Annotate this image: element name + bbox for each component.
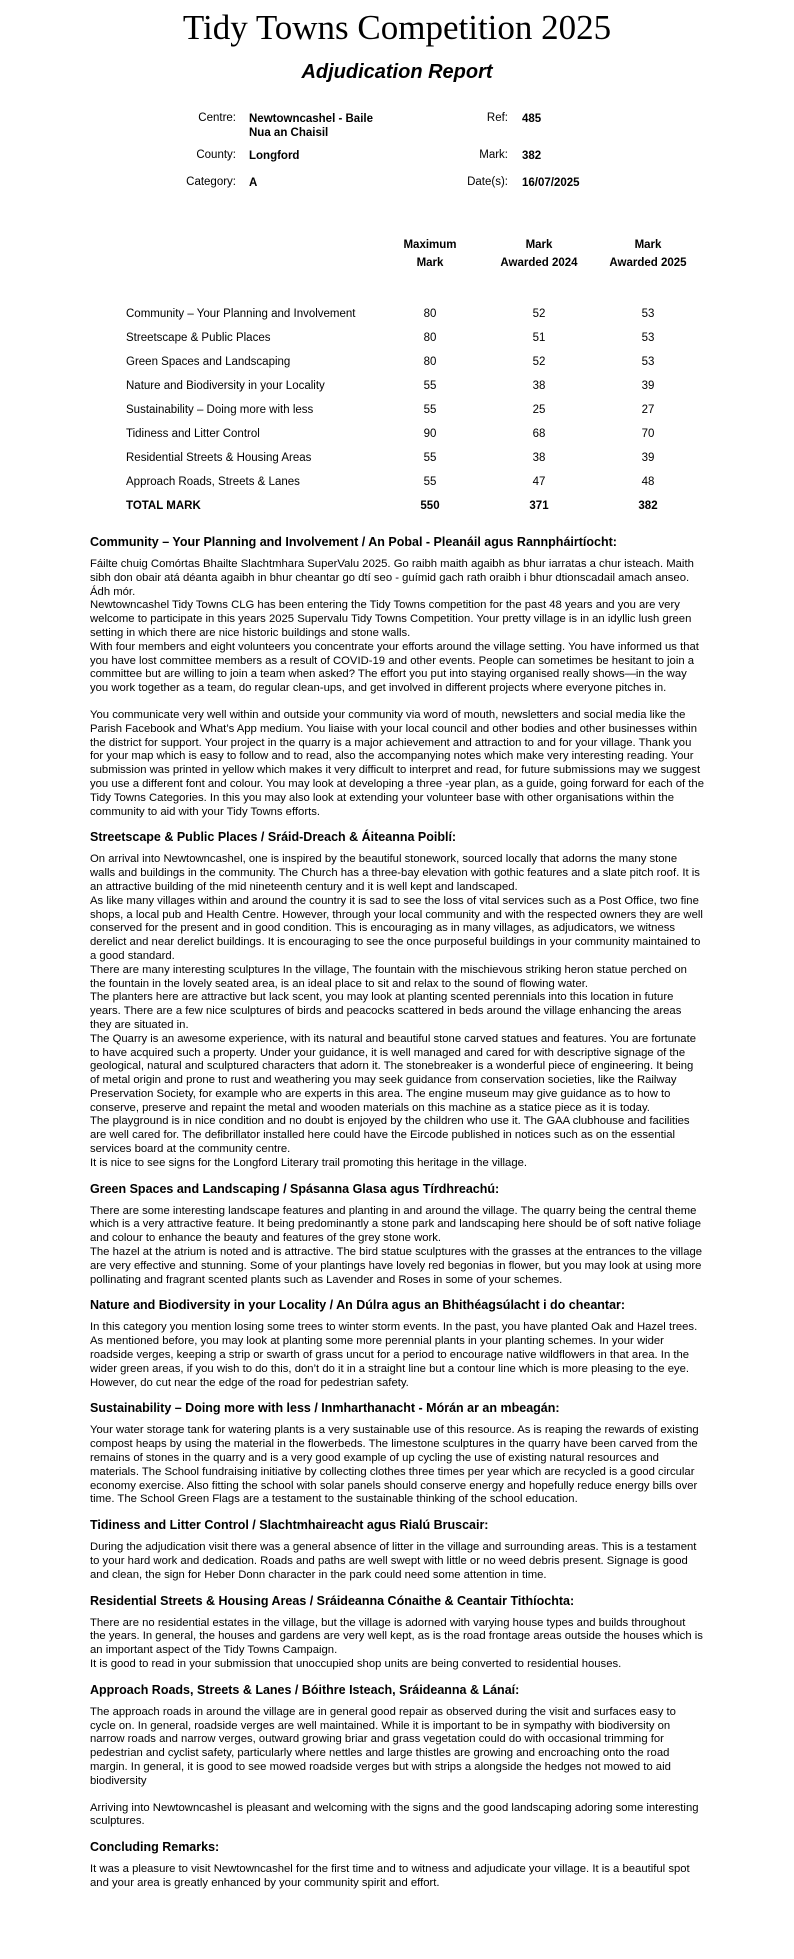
report-section bbox=[90, 829, 704, 1170]
report-section bbox=[90, 1297, 704, 1390]
section-heading: Community – Your Planning and Involvement / An Pobal - Pleanáil agus Rannpháirtíocht: bbox=[90, 535, 617, 549]
section-paragraph: In this category you mention losing some trees to winter storm events. In the past, you have planted Oak and Hazel trees. As mentioned before, you may look at planting some more perennial plants in your planting schemes. In your wider roadside verges, keeping a strip or swarth of grass uncut for a period to encourage native wildflowers in that area. In the wider green areas, if you wish to do this, don’t do it in a straight line but a contour line which is more pleasing to the eye. However, do cut near the edge of the road for pedestrian safety. bbox=[90, 1321, 698, 1389]
table-row: Streetscape & Public Places 80 51 53 bbox=[126, 332, 655, 344]
county-label: County: bbox=[196, 149, 236, 161]
header-max-mark: Maximum Mark bbox=[403, 239, 457, 269]
table-row-total: TOTAL MARK 550 371 382 bbox=[126, 500, 658, 512]
section-paragraph: You communicate very well within and outside your community via word of mouth, newsletters and social media like the Parish Facebook and What’s App medium. You liaise with your local council and other bodies and other businesses within the district for support. Your project in the quarry is a major achievement and attraction to and for your village. Thank you for your map which is easy to follow and to read, also the accompanying notes which make very interesting reading. Your submission was printed in yellow which makes it very difficult to interpret and read, for future submissions may we suggest you use a different font and colour. You may look at developing a three -year plan, as a guide, going forward for each of the Tidy Towns Categories. In this you may also look at extending your volunteer base with other organisations within the community to aid with your Tidy Towns efforts. bbox=[90, 708, 704, 818]
report-section bbox=[90, 534, 704, 819]
section-heading: Sustainability – Doing more with less / Inmharthanacht - Mórán ar an mbeagán: bbox=[90, 1401, 560, 1416]
section-paragraph: The hazel at the atrium is noted and is attractive. The bird statue sculptures with the grasses at the entrances to the village are very effective and stunning. Some of your plantings have lovely red begonias in flower, but you may look at using more pollinating and fragrant scented plants such as Lavender and Roses in some of your schemes. bbox=[90, 1246, 703, 1286]
report-section bbox=[90, 1181, 704, 1288]
section-paragraph: As like many villages within and around the country it is sad to see the loss of vital services such as a Post Office, two fine shops, a local pub and Health Centre. However, through your local community and with the respected owners they are well conserved for the present and in good condition. This is encouraging as in many villages, as adjudicators, we witness derelict and near derelict buildings. It is encouraging to see the once purposeful buildings in your community maintained to a good standard. bbox=[90, 894, 703, 962]
section-paragraph: With four members and eight volunteers you concentrate your efforts around the village setting. You have informed us that you have lost committee members as a result of COVID-19 and other events. People can sometimes be hesitant to join a committee but are willing to join a team when asked? The effort you put into staying organised really shows—in the way you work together as a team, do regular clean-ups, and get involved in different projects where everyone pitches in. bbox=[90, 640, 699, 695]
section-paragraph: It is nice to see signs for the Longford Literary trail promoting this heritage in the village. bbox=[90, 1156, 528, 1169]
header-awarded-2024: Mark Awarded 2024 bbox=[500, 239, 578, 269]
report-section bbox=[90, 1682, 704, 1829]
centre-label: Centre: bbox=[198, 112, 236, 124]
table-row: Sustainability – Doing more with less 55 25 27 bbox=[126, 404, 655, 416]
section-paragraph: During the adjudication visit there was a general absence of litter in the village and surrounding areas. This is a testament to your hard work and dedication. Roads and paths are well swept with little or no weed debris present. Signage is good and clean, the sign for Heber Donn character in the park could need some attention in time. bbox=[90, 1541, 697, 1581]
table-row: Tidiness and Litter Control 90 68 70 bbox=[126, 428, 655, 440]
section-paragraph: There are many interesting sculptures In the village, The fountain with the mischievous striking heron statue perched on the fountain in the lovely seated area, is an ideal place to sit and relax to the sound of flowing water. bbox=[90, 963, 687, 990]
section-paragraph: There are no residential estates in the village, but the village is adorned with varying house types and builds throughout the years. In general, the houses and gardens are very well kept, as is the road frontage areas outside the houses which is an important aspect of the Tidy Towns Campaign. bbox=[90, 1616, 703, 1657]
county-value: Longford bbox=[249, 150, 300, 162]
report-subtitle: Adjudication Report bbox=[301, 61, 493, 83]
header-awarded-2025: Mark Awarded 2025 bbox=[609, 239, 687, 269]
ref-value: 485 bbox=[522, 113, 542, 125]
table-row: Approach Roads, Streets & Lanes 55 47 48 bbox=[126, 476, 655, 488]
report-sections bbox=[0, 534, 794, 1891]
report-title: Tidy Towns Competition 2025 bbox=[182, 8, 612, 47]
section-paragraph: The planters here are attractive but lack scent, you may look at planting scented perennials into this location in future years. There are a few nice sculptures of birds and peacocks scattered in beds around the village enhancing the areas they are situated in. bbox=[90, 991, 682, 1031]
report-section bbox=[90, 1517, 704, 1582]
section-heading: Concluding Remarks: bbox=[90, 1840, 220, 1855]
section-paragraph: There are some interesting landscape features and planting in and around the village. The quarry being the central theme which is a very attractive feature. It being predominantly a stone park and landscaping here should be of soft native foliage and colour to enhance the beauty and features of the grey stone work. bbox=[90, 1204, 702, 1245]
centre-value-line1: Newtowncashel - Baile bbox=[249, 113, 373, 125]
table-row: Residential Streets & Housing Areas 55 38 39 bbox=[126, 452, 655, 464]
section-heading: Streetscape & Public Places / Sráid-Dreach & Áiteanna Poiblí: bbox=[90, 830, 457, 845]
dates-label: Date(s): bbox=[467, 176, 508, 188]
scores-table-header bbox=[0, 220, 794, 290]
section-paragraph: Fáilte chuig Comórtas Bhailte Slachtmhara SuperValu 2025. Go raibh maith agaibh as bhur iarratas a chur isteach. Maith sibh don obair atá déanta agaibh in bhur cheantar go dtí seo - guímid gach rath oraibh i bhur dtionscadail amach anseo. Ádh mór. bbox=[90, 558, 694, 598]
scores-table bbox=[0, 220, 794, 524]
category-value: A bbox=[249, 177, 258, 189]
section-paragraph: Newtowncashel Tidy Towns CLG has been entering the Tidy Towns competition for the past 48 years and you are very welcome to participate in this years 2025 Supervalu Tidy Towns Competition. Your pretty village is in an idyllic lush green setting in which there are nice historic buildings and stone walls. bbox=[90, 599, 692, 639]
section-heading: Residential Streets & Housing Areas / Sráideanna Cónaithe & Ceantair Tithíochta: bbox=[90, 1593, 575, 1608]
dates-value: 16/07/2025 bbox=[522, 177, 580, 189]
paragraph-gap bbox=[90, 1789, 704, 1802]
mark-value: 382 bbox=[522, 150, 542, 162]
table-row: Nature and Biodiversity in your Locality 55 38 39 bbox=[126, 380, 655, 392]
section-paragraph: Your water storage tank for watering plants is a very sustainable use of this resource. As is reaping the rewards of existing compost heaps by using the material in the flowerbeds. The limestone sculptures in the quarry have been carved from the remains of stones in the quarry and is a very good example of up cycling the use of existing natural resources and materials. The School fundraising initiative by collecting clothes three times per year which are recycled is a good circular economy exercise. Also fitting the school with solar panels should conserve energy and hopefully reduce energy bills over time. The School Green Flags are a testament to the sustainable thinking of the school education. bbox=[90, 1424, 699, 1506]
section-heading: Tidiness and Litter Control / Slachtmhaireacht agus Rialú Bruscair: bbox=[90, 1518, 489, 1533]
section-paragraph: The playground is in nice condition and no doubt is enjoyed by the children who use it. The GAA clubhouse and facilities are well cared for. The defibrillator installed here could have the Eircode published in notices such as on the essential services board at the community centre. bbox=[90, 1115, 690, 1156]
table-row: Community – Your Planning and Involvement 80 52 53 bbox=[126, 308, 655, 320]
report-meta bbox=[0, 104, 794, 214]
section-heading: Approach Roads, Streets & Lanes / Bóithre Isteach, Sráideanna & Lánaí: bbox=[90, 1682, 520, 1697]
section-paragraph: The approach roads in around the village are in general good repair as observed during the visit and surfaces easy to cycle on. In general, roadside verges are well maintained. While it is important to be in sympathy with biodiversity on narrow roads and narrow verges, outward growing briar and grass vegetation could do with occasional trimming for pedestrian and cyclist safety, particularly where nettles and large thistles are growing and encroaching onto the road margin. In general, it is good to see mowed roadside verges but with strips a alongside the hedges not mowed to aid biodiversity bbox=[90, 1705, 676, 1787]
report-section bbox=[90, 1593, 704, 1672]
section-heading: Green Spaces and Landscaping / Spásanna Glasa agus Tírdhreachú: bbox=[90, 1181, 500, 1196]
category-label: Category: bbox=[186, 176, 236, 188]
section-paragraph: Arriving into Newtowncashel is pleasant and welcoming with the signs and the good landscaping adoring some interesting sculptures. bbox=[90, 1801, 699, 1828]
ref-label: Ref: bbox=[486, 112, 508, 124]
report-section bbox=[90, 1400, 704, 1507]
centre-value-line2: Nua an Chaisil bbox=[249, 127, 329, 139]
section-paragraph: It was a pleasure to visit Newtowncashel for the first time and to witness and adjudicate your village. It is a beautiful spot and your area is greatly enhanced by your community spirit and effort. bbox=[90, 1863, 690, 1889]
paragraph-gap bbox=[90, 696, 704, 709]
table-row: Green Spaces and Landscaping 80 52 53 bbox=[126, 356, 655, 368]
section-paragraph: It is good to read in your submission that unoccupied shop units are being converted to residential houses. bbox=[90, 1658, 622, 1670]
section-heading: Nature and Biodiversity in your Locality / An Dúlra agus an Bhithéagsúlacht i do cheantar: bbox=[90, 1298, 626, 1313]
mark-label: Mark: bbox=[479, 149, 508, 161]
section-paragraph: The Quarry is an awesome experience, with its natural and beautiful stone carved statues and features. You are fortunate to have acquired such a property. Under your guidance, it is well managed and cared for with descriptive signage of the geological, natural and sculptured characters that adorn it. The stonebreaker is a wonderful piece of engineering. It being of metal origin and prone to rust and weathering you may seek guidance from conservation societies, like the Railway Preservation Society, for example who are experts in this area. The engine museum may give guidance as to how to conserve, preserve and repaint the metal and wooden materials on this machine as a statice piece as it is today. bbox=[90, 1032, 696, 1114]
section-paragraph: On arrival into Newtowncashel, one is inspired by the beautiful stonework, sourced locally that adorns the many stone walls and buildings in the community. The Church has a three-bay elevation with gothic features and a slate pitch roof. It is an attractive building of the mid nineteenth century and it is well kept and landscaped. bbox=[90, 853, 700, 893]
report-section bbox=[90, 1839, 704, 1891]
